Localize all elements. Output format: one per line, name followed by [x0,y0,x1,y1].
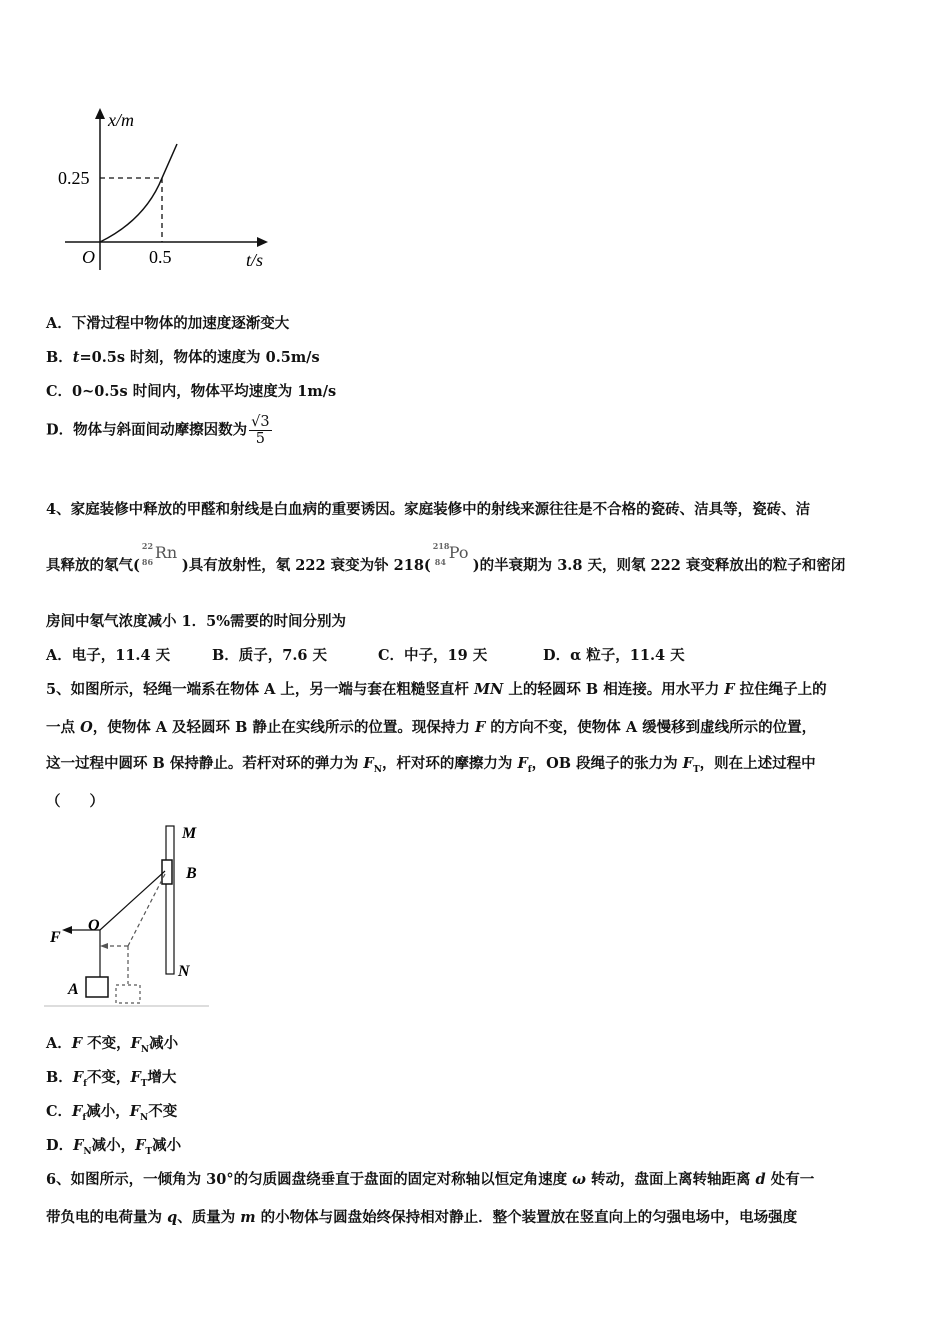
option-text: 0~0.5s 时间内，物体平均速度为 1m/s [72,383,337,400]
option-letter: D． [46,1137,74,1154]
q6-line2 [46,1206,797,1227]
option-text: 减小 [152,1137,182,1154]
q6-text: 处有一 [765,1171,815,1188]
var-omega: ω [572,1171,586,1188]
q5-text: ，OB 段绳子的张力为 [531,755,683,772]
option-letter: B． [46,1069,73,1086]
subscript: T [692,764,700,775]
option-letter: A． [46,315,72,332]
q5-option-a[interactable] [46,1032,178,1055]
subscript: N [373,764,382,775]
label-m: M [182,825,197,842]
variable-t: t [72,349,80,366]
subscript: T [140,1078,148,1089]
var-f: F [363,755,374,772]
rope-ob [100,871,165,930]
q4-line2 [46,541,846,575]
y-axis-arrow [95,108,105,119]
var-f: F [517,755,528,772]
subscript: N [83,1146,92,1157]
x-axis-arrow [257,237,268,247]
x-tick-label: 0.5 [149,247,172,267]
option-text: 减小， [91,1137,136,1154]
po-nuclide [431,541,473,573]
origin-label: O [82,247,95,267]
var-f: F [474,719,486,736]
q3-option-c[interactable] [46,380,336,401]
option-text: 减小， [86,1103,130,1120]
q3-option-a[interactable] [46,312,289,333]
x-t-graph [50,100,290,280]
option-text: 物体与斜面间动摩擦因数为 [73,421,248,439]
var-q: q [167,1209,178,1226]
q5-option-b[interactable] [46,1066,176,1089]
q5-answer-paren: （ ） [46,793,104,810]
rn-atomic-number: 86 [141,557,154,567]
var-f: F [129,1103,141,1120]
q4-line1: 4、家庭装修中释放的甲醛和射线是白血病的重要诱因。家庭装修中的射线来源往往是不合格的瓷砖、洁具等，瓷砖、洁 [46,501,811,518]
var-o: O [80,719,93,736]
q5-text: 的方向不变，使物体 A 缓慢移到虚线所示的位置， [485,719,817,736]
var-d: d [755,1171,766,1188]
q6-text: 转动，盘面上离转轴距离 [585,1171,756,1188]
q5-line1 [46,678,827,699]
x-axis-label: t/s [246,250,264,270]
q5-option-c[interactable] [46,1100,177,1123]
option-letter: D． [46,421,74,439]
q4-text: )的半衰期为 3.8 天，则氡 222 衰变释放出的粒子和密闭 [472,557,846,574]
q6-text: 带负电的电荷量为 [46,1209,168,1226]
q5-text: 一点 [46,719,81,736]
subscript: T [145,1146,153,1157]
q4-text: 具释放的氡气( [46,557,140,574]
label-b: B [186,865,197,882]
var-f: F [72,1103,83,1120]
dashed-rope-ob [128,874,165,946]
var-f: F [130,1035,141,1052]
fraction-denominator: 5 [255,431,265,447]
q6-text: 6、如图所示，一倾角为 30°的匀质圆盘绕垂直于盘面的固定对称轴以恒定角速度 [46,1171,573,1188]
fraction-numerator: √3 [251,414,270,430]
q5-text: 5、如图所示，轻绳一端系在物体 A 上，另一端与套在粗糙竖直杆 [46,681,474,698]
po-mass: 218 [432,541,450,551]
var-f: F [71,1035,83,1052]
label-a: A [68,981,79,998]
var-f: F [682,755,693,772]
subscript: f [83,1078,87,1089]
option-text: 下滑过程中物体的加速度逐渐变大 [71,315,290,332]
option-text: 不变， [86,1069,131,1086]
rn-nuclide [140,541,182,573]
q5-text: 拉住绳子上的 [734,681,827,698]
block-a [86,977,108,997]
var-mn: MN [473,681,504,698]
q5-text: ，则在上述过程中 [699,755,816,772]
subscript: f [82,1112,87,1123]
q5-text: ，使物体 A 及轻圆环 B 静止在实线所示的位置。现保持力 [92,719,475,736]
q5-option-d[interactable] [46,1134,181,1157]
q5-line2 [46,716,816,737]
subscript: f [527,764,532,775]
var-m: m [240,1209,256,1226]
q4-option-b[interactable]: B．质子，7.6 天 [212,647,328,664]
fraction [249,414,271,447]
var-f: F [724,681,735,698]
option-text: 不变 [148,1103,178,1120]
x-t-curve [100,144,177,242]
q5-text: 这一过程中圆环 B 保持静止。若杆对环的弹力为 [46,755,364,772]
rod-ring-figure [44,818,214,1010]
q5-text: ，杆对环的摩擦力为 [381,755,518,772]
q4-text: )具有放射性，氡 222 衰变为钋 218( [181,557,431,574]
option-text: =0.5s 时刻，物体的速度为 0.5m/s [79,349,320,366]
dashed-force-arrowhead [100,943,108,949]
po-symbol: Po [448,543,469,562]
option-letter: A． [46,1035,72,1052]
option-text: 减小 [149,1035,179,1052]
rod-mn [166,826,174,974]
q5-text: 上的轻圆环 B 相连接。用水平力 [503,681,725,698]
option-letter: C． [46,1103,73,1120]
subscript: N [140,1112,149,1123]
q6-line1 [46,1168,814,1189]
option-text: 增大 [147,1069,177,1086]
label-n: N [178,963,190,980]
y-axis-label: x/m [108,110,134,130]
option-letter: C． [46,383,73,400]
q5-line3 [46,752,816,775]
q6-text: 、质量为 [177,1209,241,1226]
q4-line3: 房间中氡气浓度减小 1．5%需要的时间分别为 [46,613,347,630]
po-atomic-number: 84 [434,557,446,567]
var-f: F [73,1137,84,1154]
subscript: N [140,1044,150,1055]
q4-option-d[interactable]: D．α 粒子，11.4 天 [543,647,685,664]
q6-text: 的小物体与圆盘始终保持相对静止．整个装置放在竖直向上的匀强电场中，电场强度 [255,1209,798,1226]
q4-option-a[interactable]: A．电子，11.4 天 [46,647,171,664]
force-f-arrowhead [62,926,72,934]
label-o: O [88,917,100,934]
var-f: F [72,1069,84,1086]
q4-option-c[interactable]: C．中子，19 天 [378,647,488,664]
rn-symbol: Rn [154,543,178,562]
q3-option-d[interactable] [46,414,272,447]
var-f: F [130,1069,141,1086]
q3-option-b[interactable] [46,346,320,367]
dashed-block-a [116,985,140,1003]
option-text: 不变， [82,1035,131,1052]
label-f: F [50,929,61,946]
rn-mass: 22 [141,541,154,551]
var-f: F [135,1137,146,1154]
y-tick-label: 0.25 [58,168,90,188]
option-letter: B． [46,349,73,366]
